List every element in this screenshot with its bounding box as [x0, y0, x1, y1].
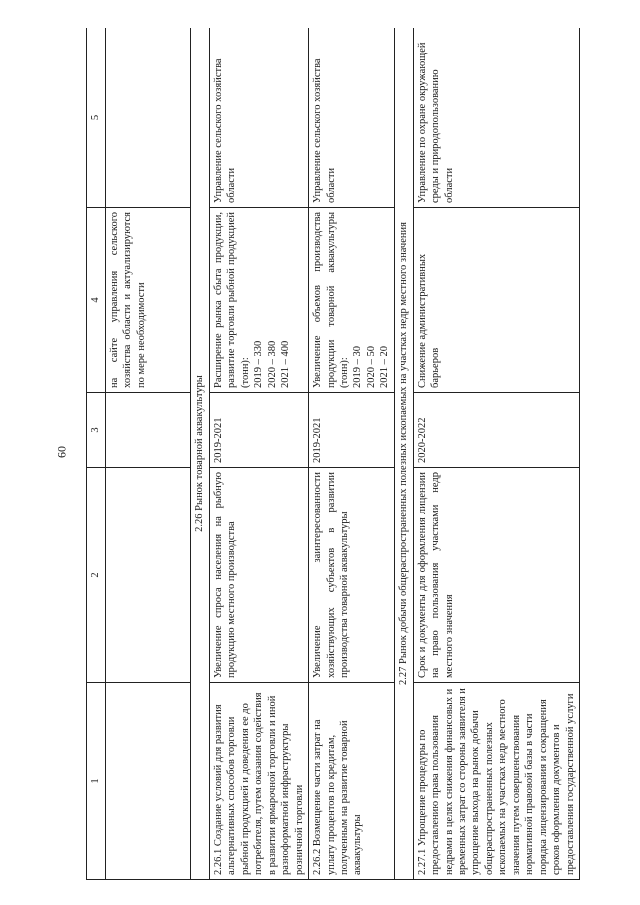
- table-row: [413, 28, 579, 880]
- empty-cell: [106, 28, 191, 208]
- result-text: Расширение рынка сбыта продукции, развитие торговли рыбной продукцией (тонн):: [213, 212, 251, 388]
- table-row: [210, 28, 309, 880]
- section-header-row: [394, 28, 413, 880]
- period-cell: 2020-2022: [413, 393, 579, 468]
- section-title: 2.26 Рынок товарной аквакультуры: [191, 28, 210, 880]
- column-number: 3: [87, 393, 106, 468]
- section-title: 2.27 Рынок добычи общераспространенных полезных ископаемых на участках недр местного значения: [394, 28, 413, 880]
- result-cell: [309, 208, 395, 393]
- column-number-row: [87, 28, 106, 880]
- result-text: Снижение административных барьеров: [416, 253, 442, 388]
- empty-cell: [106, 683, 191, 880]
- result-value: 2021 – 400: [280, 340, 292, 388]
- page-number: 60: [54, 446, 69, 458]
- result-value: 2020 – 50: [365, 346, 377, 388]
- responsible-cell: Управление сельского хозяйства области: [210, 28, 309, 208]
- measure-cell: 2.27.1 Упрощение процедуры по предоставлению права пользования недрами в целях снижения финансовых и временных затрат со стороны заявителя и упрощение выхода на рынок добычи общераспространенных полезных ископаемых на участках недр местного значения путем совершенствования нормативной правовой базы в части порядка лицензирования и сокращения сроков оформления документов и предоставления государственной услуги: [413, 683, 579, 880]
- result-cell: [413, 208, 579, 393]
- measures-table: [86, 28, 580, 880]
- rotated-page-content: [86, 28, 609, 880]
- result-value: 2019 – 330: [253, 340, 265, 388]
- continuation-row: [106, 28, 191, 880]
- result-value: 2021 – 20: [379, 346, 391, 388]
- table-frame: [86, 28, 609, 880]
- problem-cell: Увеличение спроса населения на рыбную продукцию местного производства: [210, 468, 309, 683]
- column-number: 4: [87, 208, 106, 393]
- period-cell: 2019-2021: [309, 393, 395, 468]
- result-value: 2019 – 30: [352, 346, 364, 388]
- column-number: 1: [87, 683, 106, 880]
- period-cell: 2019-2021: [210, 393, 309, 468]
- section-header-row: [191, 28, 210, 880]
- responsible-cell: Управление по охране окружающей среды и природопользованию области: [413, 28, 579, 208]
- measure-cell: 2.26.2 Возмещение части затрат на уплату процентов по кредитам, полученным на развитие товарной аквакультуры: [309, 683, 395, 880]
- empty-cell: [106, 393, 191, 468]
- problem-cell: Срок и документы для оформления лицензии на право пользования участками недр местного значения: [413, 468, 579, 683]
- publication-note-cell: на сайте управления сельского хозяйства области и актуализируются по мере необходимости: [106, 208, 191, 393]
- responsible-cell: Управление сельского хозяйства области: [309, 28, 395, 208]
- column-number: 5: [87, 28, 106, 208]
- empty-cell: [106, 468, 191, 683]
- column-number: 2: [87, 468, 106, 683]
- measure-cell: 2.26.1 Создание условий для развития альтернативных способов торговли рыбной продукцией и доведения ее до потребителя, путем оказания содействия в развитии ярмарочной торговли и иной разноформатной инфраструктуры розничной торговли: [210, 683, 309, 880]
- result-value: 2020 – 380: [266, 340, 278, 388]
- result-cell: [210, 208, 309, 393]
- table-row: [309, 28, 395, 880]
- problem-cell: Увеличение заинтересованности хозяйствующих субъектов в развитии производства товарной аквакультуры: [309, 468, 395, 683]
- result-text: Увеличение объемов производства продукции товарной аквакультуры (тонн):: [312, 212, 350, 388]
